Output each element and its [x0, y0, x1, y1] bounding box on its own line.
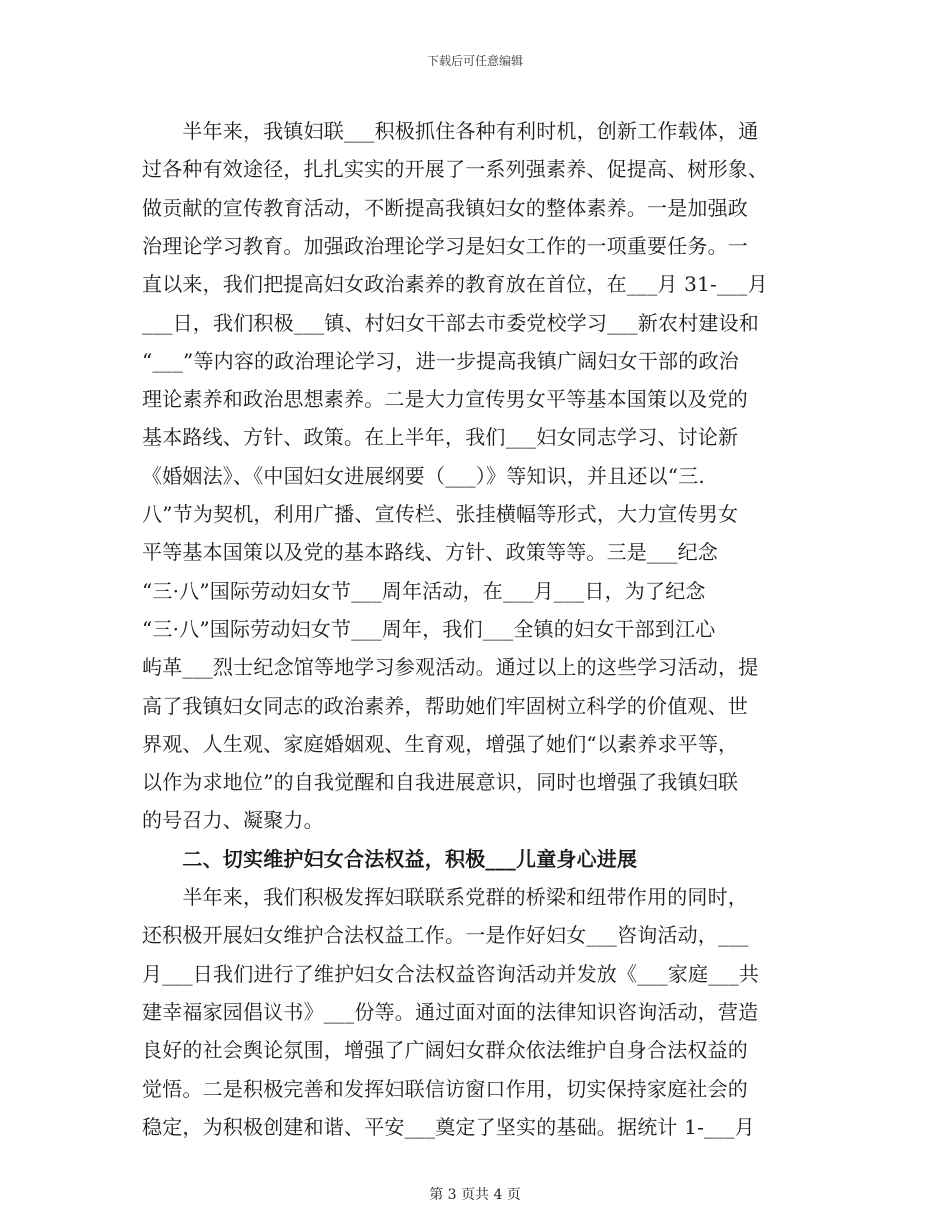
text-line: “三·八”国际劳动妇女节___周年活动，在___月___日，为了纪念 — [142, 578, 706, 603]
text-line: 《婚姻法》、《中国妇女进展纲要（___）》等知识，并且还以“三. — [142, 463, 705, 488]
text-line: 八”节为契机，利用广播、宣传栏、张挂横幅等形式，大力宣传男女 — [142, 502, 739, 526]
text-line: 治理论学习教育。加强政治理论学习是妇女工作的一项重要任务。一 — [142, 233, 748, 258]
text-line: 基本路线、方针、政策。在上半年，我们___妇女同志学习、讨论新 — [142, 425, 739, 450]
page-footer: 第 3 页共 4 页 — [429, 1187, 521, 1203]
text-line: 做贡献的宣传教育活动，不断提高我镇妇女的整体素养。一是加强政 — [142, 195, 748, 220]
text-line: 屿革___烈士纪念馆等地学习参观活动。通过以上的这些学习活动，提 — [142, 655, 759, 680]
text-line: “___”等内容的政治理论学习，进一步提高我镇广阔妇女干部的政治 — [142, 348, 739, 373]
text-line: 建幸福家园倡议书》___份等。通过面对面的法律知识咨询活动，营造 — [142, 999, 759, 1024]
text-line: ___日，我们积极___镇、村妇女干部去市委党校学习___新农村建设和 — [142, 310, 759, 335]
text-line: 半年来，我镇妇联___积极抓住各种有利时机，创新工作载体，通 — [142, 119, 759, 143]
text-line: 良好的社会舆论氛围，增强了广阔妇女群众依法维护自身合法权益的 — [142, 1038, 748, 1063]
text-line: “三·八”国际劳动妇女节___周年，我们___全镇的妇女干部到江心 — [142, 616, 716, 641]
text-line: 觉悟。二是积极完善和发挥妇联信访窗口作用，切实保持家庭社会的 — [142, 1076, 748, 1101]
text-line: 理论素养和政治思想素养。二是大力宣传男女平等基本国策以及党的 — [142, 387, 748, 412]
text-line: 的号召力、凝聚力。 — [142, 808, 324, 833]
text-line: 高了我镇妇女同志的政治素养，帮助她们牢固树立科学的价值观、世 — [142, 693, 748, 718]
section-heading: 二、切实维护妇女合法权益，积极___儿童身心进展 — [142, 846, 638, 871]
page-header: 下载后可任意编辑 — [426, 54, 523, 68]
text-line: 稳定，为积极创建和谐、平安___奠定了坚实的基础。据统计 1-___月 — [142, 1114, 755, 1139]
text-line: 过各种有效途径，扎扎实实的开展了一系列强素养、促提高、树形象、 — [142, 157, 769, 182]
text-line: 月___日我们进行了维护妇女合法权益咨询活动并发放《___家庭___共 — [142, 961, 759, 986]
text-line: 还积极开展妇女维护合法权益工作。一是作好妇女___咨询活动，___ — [142, 923, 749, 948]
text-line: 半年来，我们积极发挥妇联联系党群的桥梁和纽带作用的同时， — [142, 885, 748, 909]
text-line: 平等基本国策以及党的基本路线、方针、政策等等。三是___纪念 — [142, 540, 718, 565]
text-line: 直以来，我们把提高妇女政治素养的教育放在首位，在___月 31-___月 — [142, 272, 768, 297]
text-line: 以作为求地位”的自我觉醒和自我进展意识，同时也增强了我镇妇联 — [142, 770, 739, 795]
text-line: 界观、人生观、家庭婚姻观、生育观，增强了她们“以素养求平等， — [142, 731, 739, 756]
